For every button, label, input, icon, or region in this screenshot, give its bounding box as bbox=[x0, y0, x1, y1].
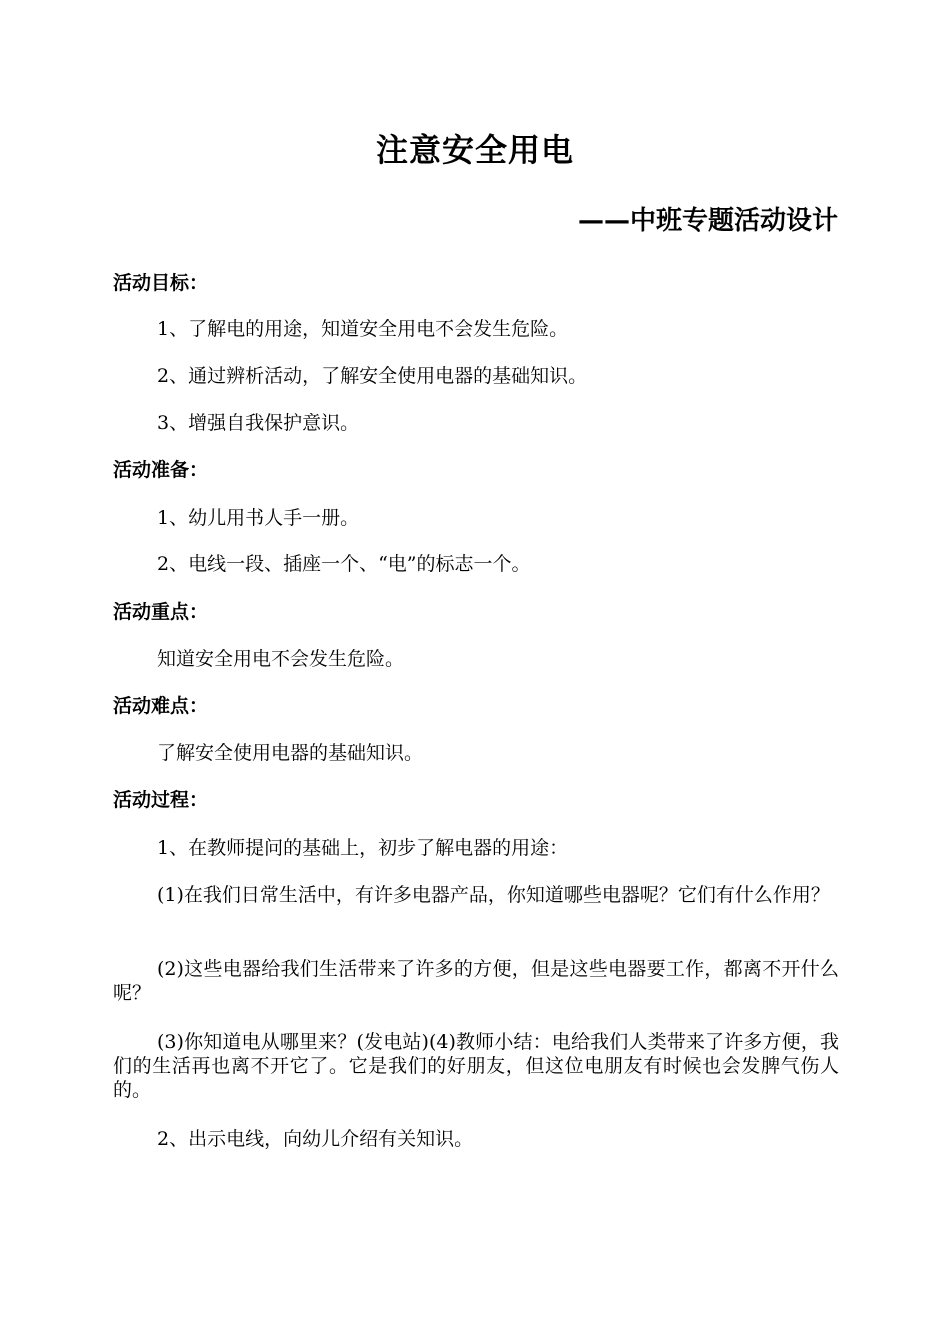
document-title: 注意安全用电 bbox=[375, 131, 574, 169]
difficulty-text: 了解安全使用电器的基础知识。 bbox=[157, 742, 424, 764]
objective-item: 2、通过辨析活动，了解安全使用电器的基础知识。 bbox=[157, 365, 588, 387]
document-subtitle: ——中班专题活动设计 bbox=[577, 206, 838, 236]
process-step: 1、在教师提问的基础上，初步了解电器的用途： bbox=[157, 837, 569, 859]
process-question: (3)你知道电从哪里来？(发电站)(4)教师小结：电给我们人类带来了许多方便，我们的生活再也离不开它了。它是我们的好朋友，但这位电朋友有时候也会发脾气伤人的。 bbox=[113, 1031, 839, 1101]
difficulty-heading: 活动难点： bbox=[113, 695, 209, 717]
preparation-item: 2、电线一段、插座一个、“电”的标志一个。 bbox=[157, 553, 531, 575]
process-step: 2、出示电线，向幼儿介绍有关知识。 bbox=[157, 1128, 474, 1150]
objective-item: 1、了解电的用途，知道安全用电不会发生危险。 bbox=[157, 318, 569, 340]
process-heading: 活动过程： bbox=[113, 789, 209, 811]
preparation-heading: 活动准备： bbox=[113, 459, 209, 481]
key-point-heading: 活动重点： bbox=[113, 601, 209, 623]
objective-item: 3、增强自我保护意识。 bbox=[157, 412, 360, 434]
process-question: (2)这些电器给我们生活带来了许多的方便，但是这些电器要工作，都离不开什么呢？ bbox=[113, 958, 839, 1004]
key-point-text: 知道安全用电不会发生危险。 bbox=[157, 648, 405, 670]
process-question: (1)在我们日常生活中，有许多电器产品，你知道哪些电器呢？它们有什么作用？ bbox=[157, 884, 830, 906]
preparation-item: 1、幼儿用书人手一册。 bbox=[157, 507, 360, 529]
objectives-heading: 活动目标： bbox=[113, 272, 209, 294]
